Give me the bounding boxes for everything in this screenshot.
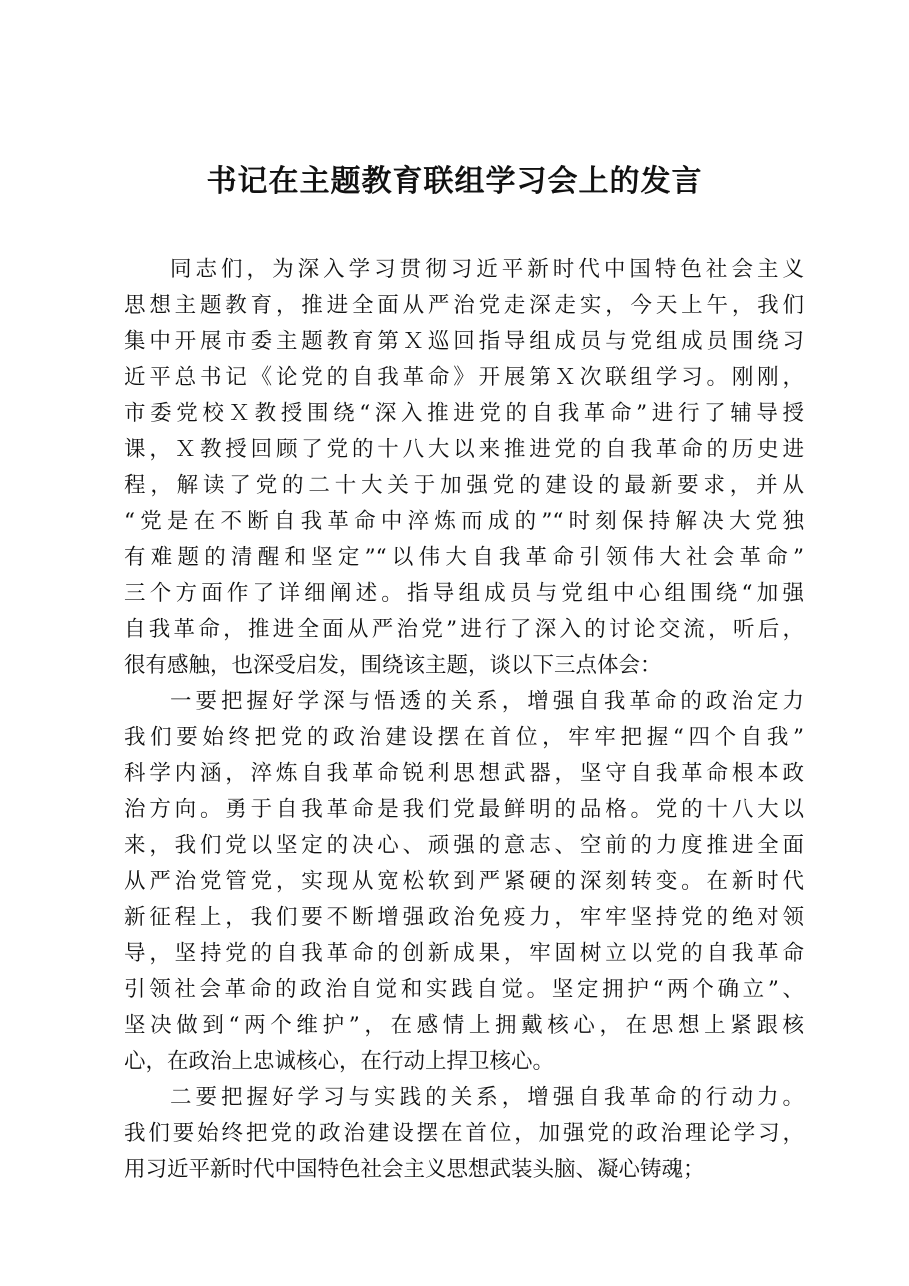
- document-title: 书记在主题教育联组学习会上的发言: [206, 164, 703, 199]
- body-text-line: 从严治党管党，实现从宽松软到严紧硬的深刻转变。在新时代: [124, 869, 804, 894]
- body-text-line: 坚决做到“两个维护”，在感情上拥戴核心，在思想上紧跟核: [124, 1013, 804, 1038]
- body-text-line: 我们要始终把党的政治建设摆在首位，加强党的政治理论学习，: [124, 1121, 804, 1146]
- body-text-line: 同志们，为深入学习贯彻习近平新时代中国特色社会主义: [170, 257, 804, 282]
- body-text-line: 近平总书记《论党的自我革命》开展第Ｘ次联组学习。刚刚，: [124, 365, 804, 390]
- body-text-line: 集中开展市委主题教育第Ｘ巡回指导组成员与党组成员围绕习: [124, 329, 804, 354]
- body-text-line: 程，解读了党的二十大关于加强党的建设的最新要求，并从: [124, 473, 804, 498]
- body-text-line: 心，在政治上忠诚核心，在行动上捍卫核心。: [124, 1049, 555, 1074]
- body-text-line: 新征程上，我们要不断增强政治免疫力，牢牢坚持党的绝对领: [124, 905, 804, 930]
- body-text-line: 治方向。勇于自我革命是我们党最鲜明的品格。党的十八大以: [124, 797, 804, 822]
- body-text-line: 三个方面作了详细阐述。指导组成员与党组中心组围绕“加强: [124, 581, 804, 606]
- body-text-line: 思想主题教育，推进全面从严治党走深走实，今天上午，我们: [124, 293, 804, 318]
- body-text-line: 引领社会革命的政治自觉和实践自觉。坚定拥护“两个确立”、: [124, 977, 804, 1002]
- body-text-line: 科学内涵，淬炼自我革命锐利思想武器，坚守自我革命根本政: [124, 761, 804, 786]
- body-text-line: 用习近平新时代中国特色社会主义思想武装头脑、凝心铸魂；: [124, 1157, 705, 1182]
- body-text-line: 我们要始终把党的政治建设摆在首位，牢牢把握“四个自我”: [124, 725, 804, 750]
- body-text-line: 来，我们党以坚定的决心、顽强的意志、空前的力度推进全面: [124, 833, 804, 858]
- body-text-line: 自我革命，推进全面从严治党”进行了深入的讨论交流，听后，: [124, 617, 804, 642]
- body-text-line: 很有感触，也深受启发，围绕该主题，谈以下三点体会：: [124, 653, 662, 678]
- body-text-line: 导，坚持党的自我革命的创新成果，牢固树立以党的自我革命: [124, 941, 804, 966]
- document-body: [124, 252, 804, 1188]
- body-text-line: 市委党校Ｘ教授围绕“深入推进党的自我革命”进行了辅导授: [124, 401, 804, 426]
- body-text-line: 一要把握好学深与悟透的关系，增强自我革命的政治定力: [170, 689, 804, 714]
- body-text-line: 有难题的清醒和坚定”“以伟大自我革命引领伟大社会革命”: [124, 545, 804, 570]
- body-text-line: 二要把握好学习与实践的关系，增强自我革命的行动力。: [170, 1085, 804, 1110]
- body-text-line: 课，Ｘ教授回顾了党的十八大以来推进党的自我革命的历史进: [124, 437, 804, 462]
- body-text-line: “党是在不断自我革命中淬炼而成的”“时刻保持解决大党独: [124, 509, 804, 534]
